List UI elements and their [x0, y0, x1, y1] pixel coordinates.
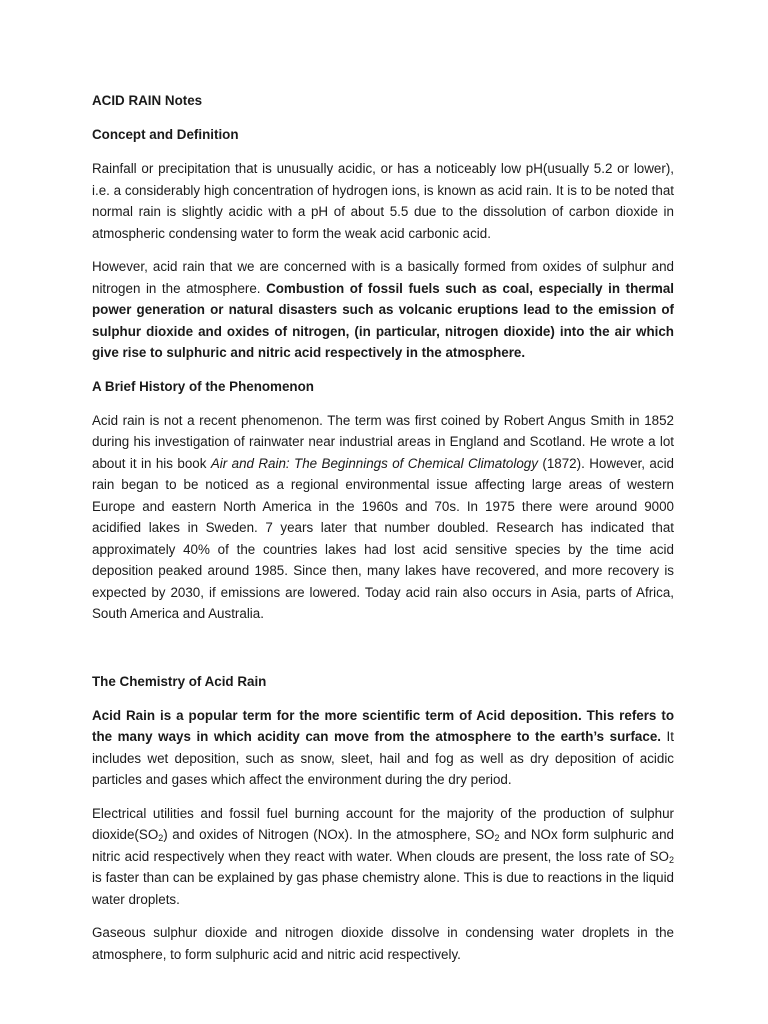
subscript: 2 [494, 833, 500, 843]
subscript: 2 [668, 854, 674, 865]
text-run: It includes wet deposition, such as snow, sleet, hail and fog as well as dry deposition of acidic particles and gases which affect the environment during the dry period. [92, 729, 674, 787]
paragraph-history [92, 410, 674, 625]
text-run: However, acid rain that we are concerned with is a basically formed from oxides of sulphur and nitrogen in the atmosphere. [92, 259, 674, 296]
subscript: 2 [158, 833, 164, 843]
section-heading-chemistry: The Chemistry of Acid Rain [92, 673, 267, 689]
book-title: Air and Rain: The Beginnings of Chemical Climatology [210, 455, 538, 471]
section-heading-history: A Brief History of the Phenomenon [92, 378, 314, 394]
text-run: (1872). However, acid rain began to be noticed as a regional environmental issue affecting large areas of western Europe and eastern North America in the 1960s and 70s. In 1975 there were around 9000 acidified lakes in Sweden. 7 years later that number doubled. Research has indicated that approximately 40% of the countries lakes had lost acid sensitive species by the time acid deposition peaked around 1985. Since then, many lakes have recovered, and more recovery is expected by 2030, if emissions are lowered. Today acid rain also occurs in Asia, parts of Africa, South America and Australia. [92, 455, 674, 621]
text-run: and NOx form sulphuric and nitric acid respectively when they react with water. When clouds are present, the loss rate of SO [92, 827, 675, 864]
paragraph-emissions [92, 803, 674, 911]
text-run: ) and oxides of Nitrogen (NOx). In the atmosphere, SO [163, 827, 495, 842]
paragraph-dissolution: Gaseous sulphur dioxide and nitrogen dioxide dissolve in condensing water droplets in the atmosphere, to form sulphuric acid and nitric acid respectively. [92, 925, 674, 962]
bold-text-run: Acid Rain is a popular term for the more scientific term of Acid deposition. This refers to the many ways in which acidity can move from the atmosphere to the earth’s surface. [92, 707, 674, 744]
paragraph-formation [92, 256, 674, 364]
paragraph-definition: Rainfall or precipitation that is unusually acidic, or has a noticeably low pH(usually 5.2 or lower), i.e. a considerably high concentration of hydrogen ions, is known as acid rain. It is to be noted that normal rain is slightly acidic with a pH of about 5.5 due to the dissolution of carbon dioxide in atmospheric condensing water to form the weak acid carbonic acid. [92, 161, 674, 241]
paragraph-acid-deposition [92, 705, 674, 791]
document-page [92, 90, 674, 977]
text-run: is faster than can be explained by gas phase chemistry alone. This is due to reactions in the liquid water droplets. [92, 870, 674, 907]
bold-text-run: Combustion of fossil fuels such as coal, especially in thermal power generation or natural disasters such as volcanic eruptions lead to the emission of sulphur dioxide and oxides of nitrogen, (in particular, nitrogen dioxide) into the air which give rise to sulphuric and nitric acid respectively in the atmosphere. [92, 280, 674, 360]
text-run: Acid rain is not a recent phenomenon. The term was first coined by Robert Angus Smith in 1852 during his investigation of rainwater near industrial areas in England and Scotland. He wrote a lot about it in his book [92, 412, 674, 471]
blank-space [92, 637, 674, 671]
section-heading-concept: Concept and Definition [92, 127, 239, 142]
document-title: ACID RAIN Notes [92, 93, 203, 108]
text-run: Electrical utilities and fossil fuel burning account for the majority of the production of sulphur dioxide(SO [92, 805, 674, 842]
